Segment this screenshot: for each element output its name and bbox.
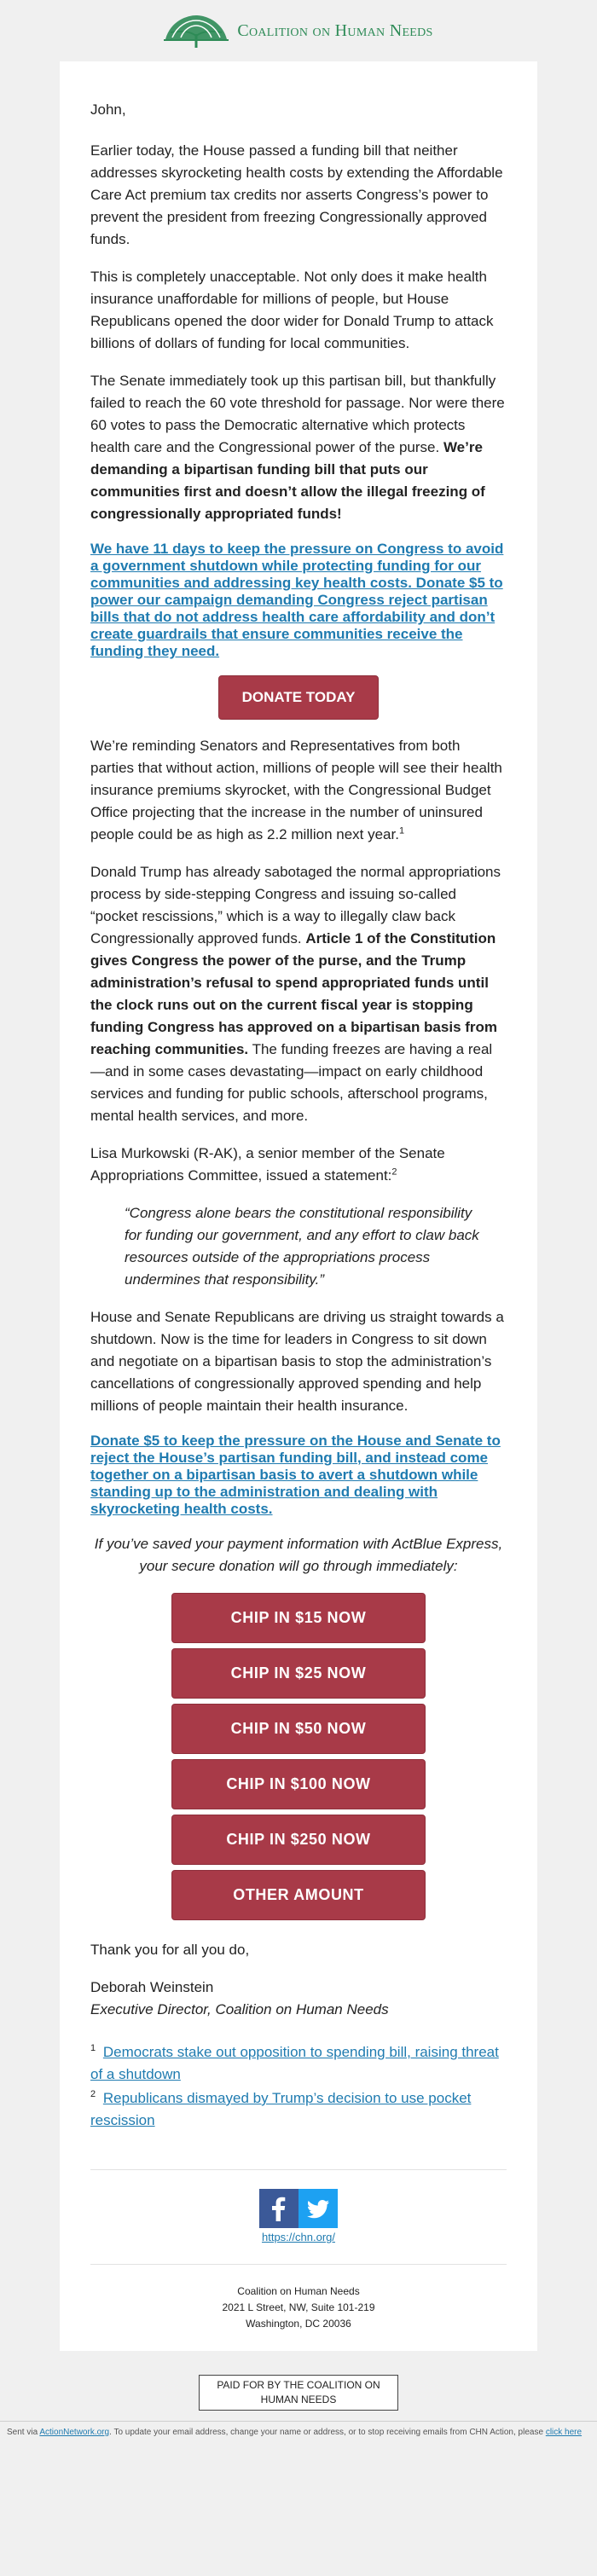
- org-logo-text: Coalition on Human Needs: [237, 20, 433, 40]
- footnote-1: [90, 2041, 507, 2086]
- chip-in-15-button[interactable]: CHIP IN $15 NOW: [171, 1593, 426, 1643]
- paragraph-6-text: Lisa Murkowski (R-AK), a senior member of the Senate Appropriations Committee, issued a statement:: [90, 1145, 445, 1184]
- address-line-2: 2021 L Street, NW, Suite 101-219: [222, 2301, 375, 2313]
- chip-in-250-button[interactable]: CHIP IN $250 NOW: [171, 1815, 426, 1865]
- paragraph-5-text-b: The funding freezes are having a real—and in some cases devastating—impact on early childhood services and funding for public schools, afterschool programs, mental health services, and more.: [90, 1041, 493, 1124]
- thanks-line: Thank you for all you do,: [90, 1942, 250, 1958]
- address-line-1: Coalition on Human Needs: [237, 2285, 360, 2297]
- chip-in-50-button[interactable]: CHIP IN $50 NOW: [171, 1704, 426, 1754]
- paragraph-5: [90, 861, 507, 1127]
- signer-title: Executive Director, Coalition on Human Needs: [90, 2001, 389, 2017]
- mailing-address: [90, 2264, 507, 2332]
- donate-link-2[interactable]: Donate $5 to keep the pressure on the House and Senate to reject the House’s partisan funding bill, and instead come together on a bipartisan basis to avert a shutdown while standing up to the administration and dealing with skyrocketing health costs.: [90, 1433, 501, 1517]
- paragraph-4: [90, 735, 507, 846]
- paragraph-1: Earlier today, the House passed a funding bill that neither addresses skyrocketing health costs by extending the Affordable Care Act premium tax credits nor asserts Congress’s power to prevent the president from freezing Congressionally approved funds.: [90, 142, 503, 247]
- paragraph-6: [90, 1143, 507, 1187]
- donate-link-1[interactable]: We have 11 days to keep the pressure on Congress to avoid a government shutdown while protecting funding for our communities and addressing key health costs. Donate $5 to power our campaign demanding Congress reject partisan bills that do not address health care affordability and don’t create guardrails that ensure communities receive the funding they need.: [90, 541, 504, 659]
- footer-text: . To update your email address, change your name or address, or to stop receiving emails from CHN Action, please: [109, 2428, 546, 2437]
- divider: [90, 2169, 507, 2170]
- facebook-icon[interactable]: [259, 2189, 298, 2228]
- paragraph-3: [90, 370, 507, 525]
- footnotes: [90, 2041, 507, 2132]
- chip-in-100-button[interactable]: CHIP IN $100 NOW: [171, 1759, 426, 1809]
- paragraph-4-text: We’re reminding Senators and Representatives from both parties that without action, millions of people will see their health insurance premiums skyrocket, with the Congressional Budget Office projecting that the increase in the number of uninsured people could be as high as 2.2 million next year.: [90, 738, 502, 842]
- other-amount-button[interactable]: OTHER AMOUNT: [171, 1870, 426, 1920]
- paragraph-5-text-a: Donald Trump has already sabotaged the normal appropriations process by side-stepping Congress and issuing so-called “pocket rescissions,” which is a way to illegally claw back Congressionally approved funds.: [90, 864, 501, 946]
- paragraph-5-bold: Article 1 of the Constitution gives Congress the power of the purse, and the Trump administration’s refusal to spend appropriated funds until the clock runs out on the current fiscal year is stopping funding Congress has approved on a bipartisan basis from reaching communities.: [90, 930, 498, 1057]
- website-link[interactable]: https://chn.org/: [262, 2231, 335, 2243]
- footnote-2-number: 2: [90, 2089, 96, 2100]
- footnote-1-link[interactable]: Democrats stake out opposition to spending bill, raising threat of a shutdown: [90, 2044, 499, 2082]
- footnote-2-link[interactable]: Republicans dismayed by Trump’s decision to use pocket rescission: [90, 2090, 472, 2128]
- paragraph-3-text: The Senate immediately took up this partisan bill, but thankfully failed to reach the 60 vote threshold for passage. Nor were there 60 votes to pass the Democratic alternative which protects health care and the Congressional power of the purse.: [90, 373, 505, 455]
- footnote-ref-1: 1: [398, 825, 405, 836]
- footnote-ref-2: 2: [391, 1166, 397, 1178]
- tree-logo-icon: [164, 14, 229, 48]
- footer-sent-via: Sent via: [7, 2428, 40, 2437]
- address-line-3: Washington, DC 20036: [246, 2318, 351, 2330]
- footnote-2: [90, 2087, 507, 2132]
- paragraph-2: This is completely unacceptable. Not only does it make health insurance unaffordable for millions of people, but House Republicans opened the door wider for Donald Trump to attack billions of dollars of funding for local communities.: [90, 269, 494, 351]
- twitter-icon[interactable]: [298, 2189, 338, 2228]
- murkowski-quote: “Congress alone bears the constitutional responsibility for funding our government, and any effort to claw back resources outside of the appropriations process undermines that responsibility.”: [125, 1205, 479, 1288]
- unsubscribe-link[interactable]: click here: [545, 2428, 583, 2437]
- paid-for-disclaimer: PAID FOR BY THE COALITION ON HUMAN NEEDS: [199, 2375, 398, 2411]
- social-links: [90, 2189, 507, 2245]
- actionnetwork-link[interactable]: ActionNetwork.org: [39, 2428, 110, 2437]
- email-header: [0, 0, 597, 61]
- chip-in-25-button[interactable]: CHIP IN $25 NOW: [171, 1648, 426, 1699]
- actblue-note: If you’ve saved your payment information with ActBlue Express, your secure donation will go through immediately:: [94, 1536, 503, 1574]
- paragraph-7: House and Senate Republicans are driving us straight towards a shutdown. Now is the time for leaders in Congress to sit down and negotiate on a bipartisan basis to stop the administration’s cancellations of congressionally approved spending and help millions of people maintain their health insurance.: [90, 1309, 504, 1414]
- greeting: John,: [90, 101, 126, 118]
- signer-name: Deborah Weinstein: [90, 1979, 214, 1995]
- email-body: [60, 61, 537, 2351]
- paragraph-3-bold: We’re demanding a bipartisan funding bill that puts our communities first and doesn’t allow the illegal freezing of congressionally appropriated funds!: [90, 439, 485, 522]
- footnote-1-number: 1: [90, 2043, 96, 2054]
- chip-in-buttons: [171, 1593, 426, 1920]
- donate-today-button[interactable]: DONATE TODAY: [218, 675, 379, 720]
- email-footer: [0, 2421, 597, 2439]
